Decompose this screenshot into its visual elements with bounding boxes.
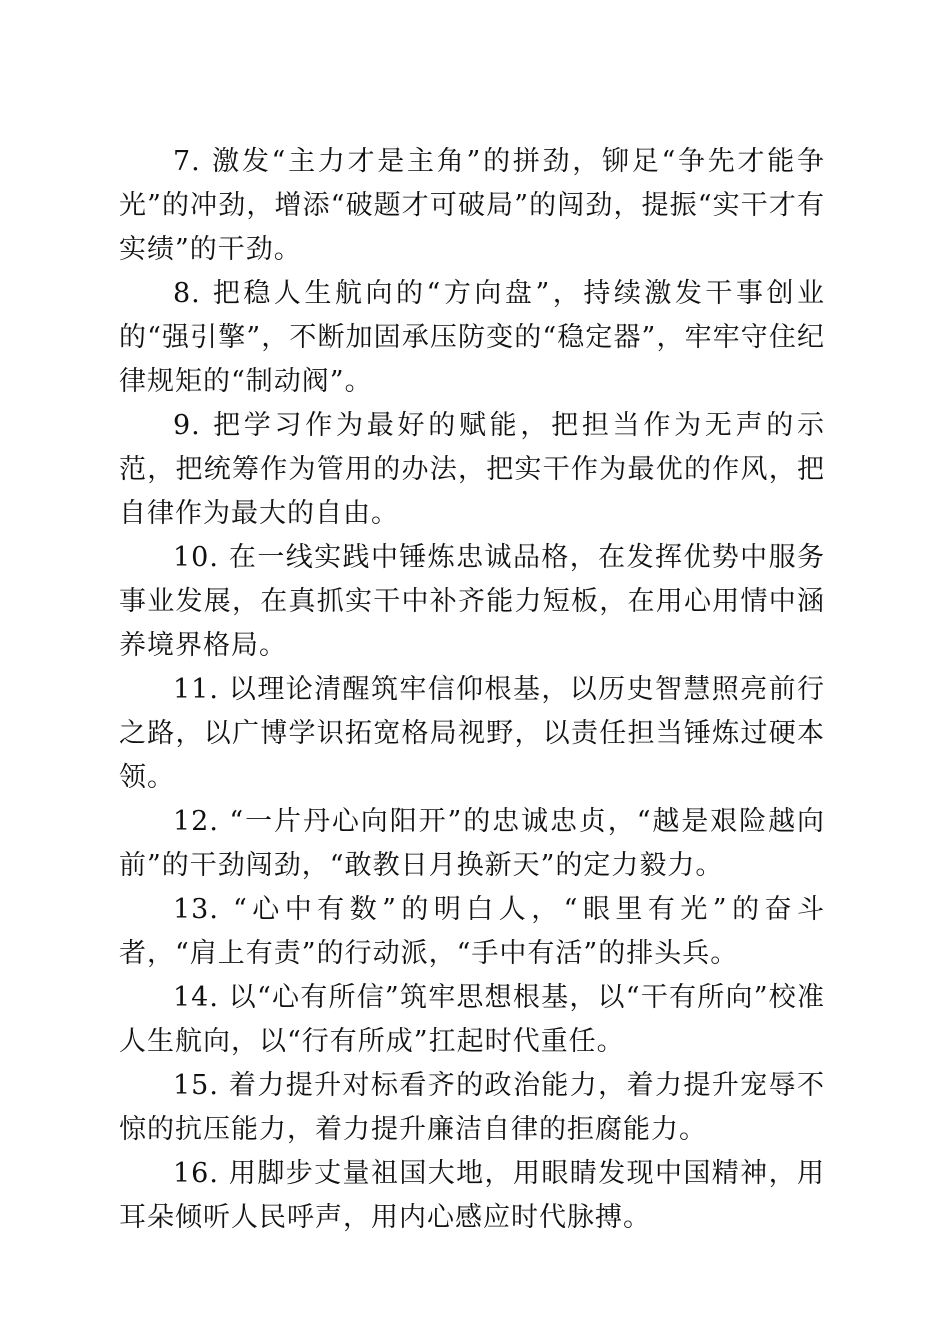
paragraph-13: 13. “心中有数”的明白人，“眼里有光”的奋斗者，“肩上有责”的行动派，“手中有活”的排头兵。	[119, 894, 825, 969]
paragraph-10: 10. 在一线实践中锤炼忠诚品格，在发挥优势中服务事业发展，在真抓实干中补齐能力短板，在用心用情中涵养境界格局。	[119, 542, 825, 661]
paragraph-12: 12. “一片丹心向阳开”的忠诚忠贞，“越是艰险越向前”的干劲闯劲，“敢教日月换新天”的定力毅力。	[119, 806, 825, 881]
paragraph-11: 11. 以理论清醒筑牢信仰根基，以历史智慧照亮前行之路，以广博学识拓宽格局视野，以责任担当锤炼过硬本领。	[119, 674, 825, 793]
paragraph-7: 7. 激发“主力才是主角”的拼劲，铆足“争先才能争光”的冲劲，增添“破题才可破局”的闯劲，提振“实干才有实绩”的干劲。	[119, 146, 825, 265]
paragraph-14: 14. 以“心有所信”筑牢思想根基，以“干有所向”校准人生航向，以“行有所成”扛起时代重任。	[119, 982, 825, 1057]
paragraph-15: 15. 着力提升对标看齐的政治能力，着力提升宠辱不惊的抗压能力，着力提升廉洁自律的拒腐能力。	[119, 1070, 825, 1145]
document-body	[119, 140, 825, 1240]
paragraph-8: 8. 把稳人生航向的“方向盘”，持续激发干事创业的“强引擎”，不断加固承压防变的“稳定器”，牢牢守住纪律规矩的“制动阀”。	[119, 278, 825, 397]
paragraph-16: 16. 用脚步丈量祖国大地，用眼睛发现中国精神，用耳朵倾听人民呼声，用内心感应时代脉搏。	[119, 1158, 825, 1233]
paragraph-9: 9. 把学习作为最好的赋能，把担当作为无声的示范，把统筹作为管用的办法，把实干作为最优的作风，把自律作为最大的自由。	[119, 410, 825, 529]
